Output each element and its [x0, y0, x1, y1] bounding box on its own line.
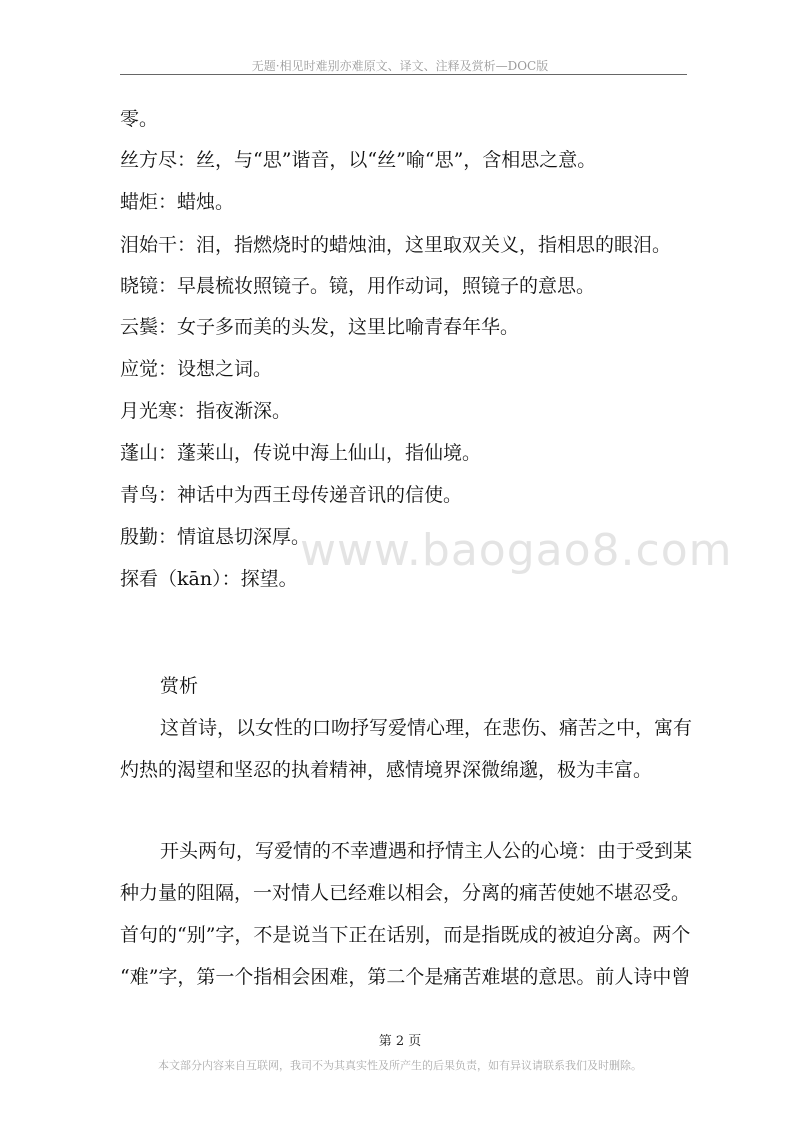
note-line: 晓镜：早晨梳妆照镜子。镜，用作动词，照镜子的意思。 — [120, 275, 596, 297]
paragraph-line: 这首诗，以女性的口吻抒写爱情心理，在悲伤、痛苦之中，寓有 — [160, 717, 693, 739]
note-line: 蓬山：蓬莱山，传说中海上仙山，指仙境。 — [120, 442, 482, 464]
paragraph-line: 种力量的阻隔，一对情人已经难以相会，分离的痛苦使她不堪忍受。 — [120, 882, 691, 904]
note-line: 殷勤：情谊恳切深厚。 — [120, 526, 311, 548]
note-line: 应觉：设想之词。 — [120, 358, 273, 380]
paragraph-line: 首句的“别”字，不是说当下正在话别，而是指既成的被迫分离。两个 — [120, 924, 691, 946]
page-number: 第 2 页 — [378, 1034, 422, 1049]
note-line: 泪始干：泪，指燃烧时的蜡烛油，这里取双关义，指相思的眼泪。 — [120, 234, 672, 256]
watermark: www.baogao8.com — [300, 525, 733, 576]
paragraph-line: 开头两句，写爱情的不幸遭遇和抒情主人公的心境：由于受到某 — [160, 840, 693, 862]
note-line: 云鬓：女子多而美的头发，这里比喻青春年华。 — [120, 316, 520, 338]
header-divider — [120, 74, 687, 75]
paragraph-line: 灼热的渴望和坚忍的执着精神，感情境界深微绵邈，极为丰富。 — [120, 759, 653, 781]
note-line: 探看（kān）：探望。 — [120, 568, 298, 590]
analysis-heading: 赏析 — [160, 675, 199, 697]
footer-disclaimer: 本文部分内容来自互联网，我司不为其真实性及所产生的后果负责，如有异议请联系我们及时删除。 — [158, 1059, 642, 1072]
header-title: 无题·相见时难别亦难原文、译文、注释及赏析—DOC版 — [251, 59, 549, 73]
paragraph-line: “难”字，第一个指相会困难，第二个是痛苦难堪的意思。前人诗中曾 — [120, 966, 691, 988]
note-line: 青鸟：神话中为西王母传递音讯的信使。 — [120, 484, 463, 506]
note-line: 丝方尽：丝，与“思”谐音，以“丝”喻“思”，含相思之意。 — [120, 149, 597, 171]
note-line: 蜡炬：蜡烛。 — [120, 191, 235, 213]
note-line: 零。 — [120, 108, 159, 130]
note-line: 月光寒：指夜渐深。 — [120, 400, 292, 422]
